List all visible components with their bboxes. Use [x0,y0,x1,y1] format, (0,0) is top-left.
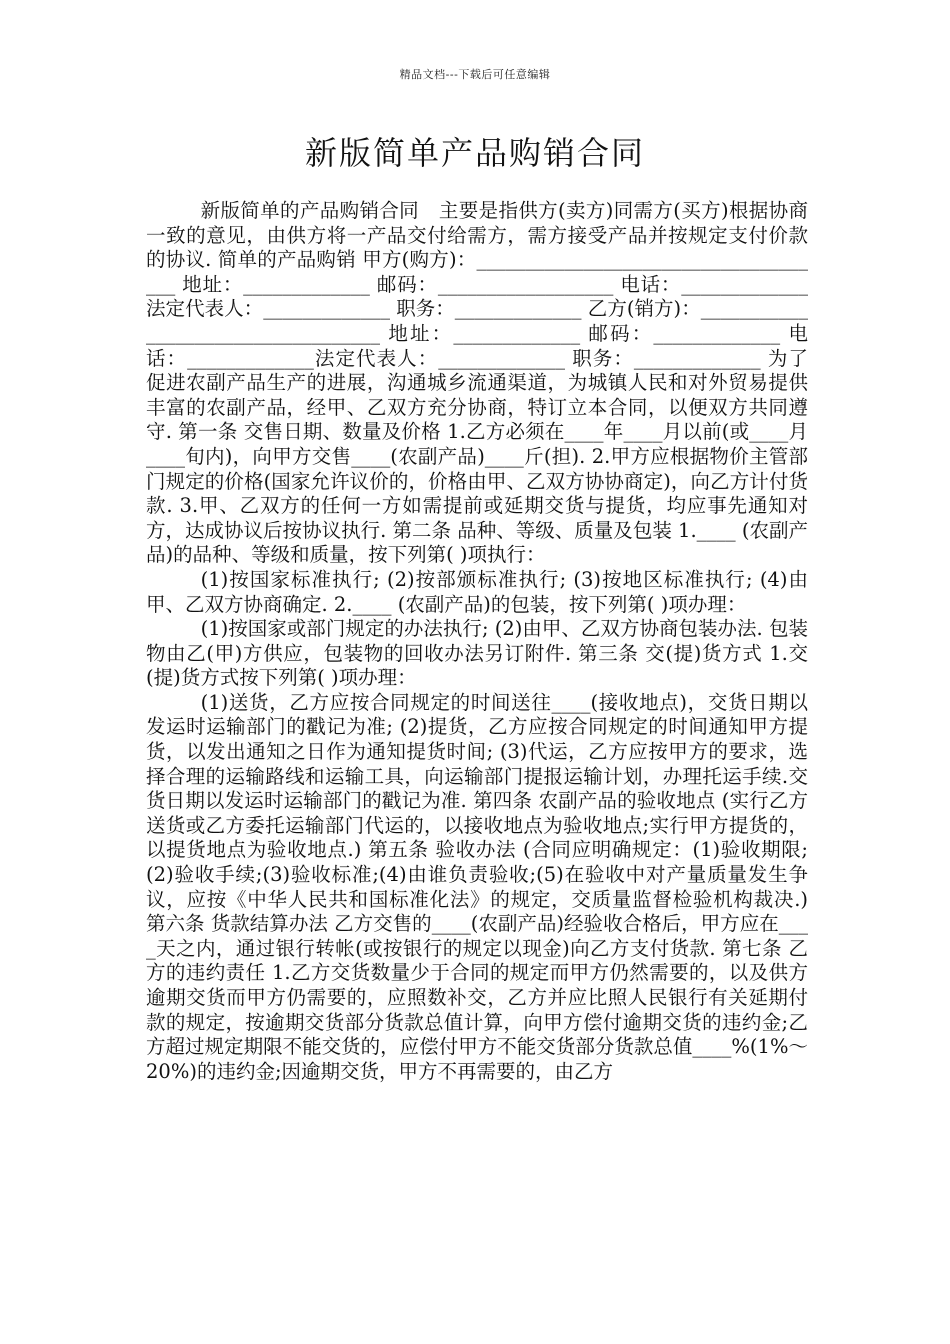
paragraph-quality-standards: (1)按国家标准执行; (2)按部颁标准执行; (3)按地区标准执行; (4)由甲、乙双方协商确定. 2.____ (农副产品)的包装，按下列第( )项办理： [146,567,808,616]
header-note: 精品文档---下载后可任意编辑 [399,68,551,81]
paragraph-intro: 新版简单的产品购销合同 主要是指供方(卖方)同需方(买方)根据协商一致的意见，由供方将一产品交付给需方，需方接受产品并按规定支付价款的协议. 简单的产品购销 甲方(购方)：_____________________________________ 地址：_____________ 邮码：__________________ 电话：_____________ 法定代表人：_____________ 职务：_____________ 乙方(销方)：___________________________________ 地址：_____________ 邮码：_____________ 电话：_____________法定代表人：_____________ 职务：_____________ 为了促进农副产品生产的进展，沟通城乡流通渠道，为城镇人民和对外贸易提供丰富的农副产品，经甲、乙双方充分协商，特订立本合同，以便双方共同遵守. 第一条 交售日期、数量及价格 1.乙方必须在____年____月以前(或____月____旬内)，向甲方交售____(农副产品)____斤(担). 2.甲方应根据物价主管部门规定的价格(国家允许议价的，价格由甲、乙双方协协商定)，向乙方计付货款. 3.甲、乙双方的任何一方如需提前或延期交货与提货，均应事先通知对方，达成协议后按协议执行. 第二条 品种、等级、质量及包装 1.____ (农副产品)的品种、等级和质量，按下列第( )项执行： [146,199,808,567]
document-title: 新版简单产品购销合同 [304,134,645,172]
paragraph-packaging: (1)按国家或部门规定的办法执行; (2)由甲、乙双方协商包装办法. 包装物由乙(甲)方供应，包装物的回收办法另订附件. 第三条 交(提)货方式 1.交(提)货方式按下列第( )项办理： [146,617,808,690]
contract-body [146,199,808,1084]
paragraph-delivery-terms: (1)送货，乙方应按合同规定的时间送往____(接收地点)，交货日期以发运时运输部门的戳记为准; (2)提货，乙方应按合同规定的时间通知甲方提货，以发出通知之日作为通知提货时间; (3)代运，乙方应按甲方的要求，选择合理的运输路线和运输工具，向运输部门提报运输计划，办理托运手续.交货日期以发运时运输部门的戳记为准. 第四条 农副产品的验收地点 (实行乙方送货或乙方委托运输部门代运的，以接收地点为验收地点;实行甲方提货的，以提货地点为验收地点.) 第五条 验收办法 (合同应明确规定：(1)验收期限; (2)验收手续;(3)验收标准;(4)由谁负责验收;(5)在验收中对产量质量发生争议，应按《中华人民共和国标准化法》的规定，交质量监督检验机构裁决.) 第六条 货款结算办法 乙方交售的____(农副产品)经验收合格后，甲方应在____天之内，通过银行转帐(或按银行的规定以现金)向乙方支付货款. 第七条 乙方的违约责任 1.乙方交货数量少于合同的规定而甲方仍然需要的，以及供方逾期交货而甲方仍需要的，应照数补交，乙方并应比照人民银行有关延期付款的规定，按逾期交货部分货款总值计算，向甲方偿付逾期交货的违约金;乙方超过规定期限不能交货的，应偿付甲方不能交货部分货款总值____%(1%～20%)的违约金;因逾期交货，甲方不再需要的，由乙方 [146,690,808,1083]
